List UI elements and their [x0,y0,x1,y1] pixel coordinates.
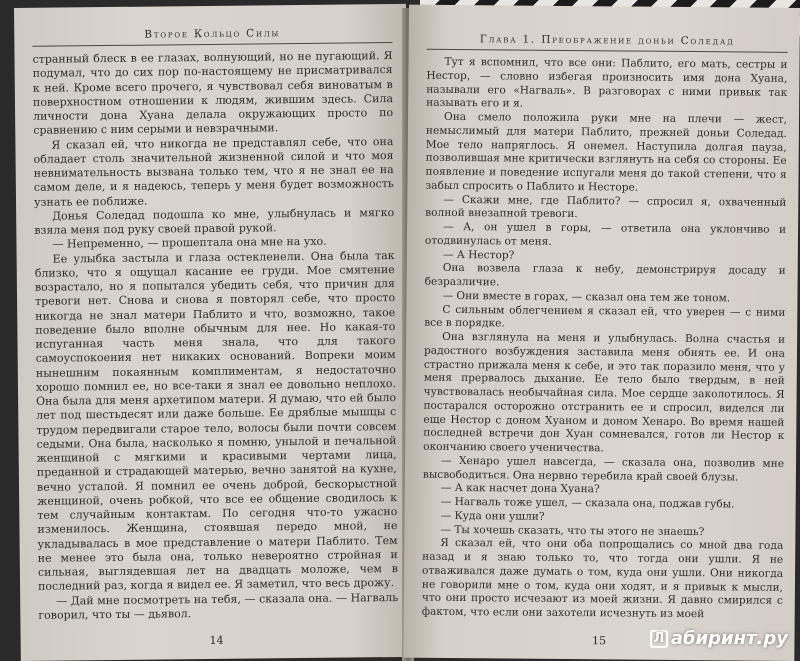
left-running-head: Второе Кольцо Силы [32,26,392,47]
paragraph: — А Нестор? [442,248,515,262]
right-page [403,5,800,661]
paragraph: Она возвела глаза к небу, демонстрируя досаду и безразличие. [424,262,786,289]
paragraph: Я сказал ей, что никогда не представлял себе, что она обладает столь значительной жизненной силой и что моя невнимательность вызвана только тем, что я не знал ее на самом деле, и я надеюсь, теперь у меня будет возможность узнать ее поближе. [33,134,394,209]
paragraph: — А как насчет дона Хуана? [440,482,600,496]
labirint-watermark [650,628,788,649]
labirint-watermark-text: абиринт.ру [670,628,788,649]
paragraph: — Непременно, — прошептала она мне на ухо. [52,234,327,251]
paragraph: Она смело положила руки мне на плечи — жест, немыслимый для матери Паблито, прежней доньи Соледад. Мое тело напряглось. Я онемел. Наступила долгая пауза, позволившая мне критически взглянуть на себя со стороны. Ее появление и поведение испугали меня до такой степени, что я забыл спросить о Паблито и Несторе. [425,110,788,194]
paragraph: — Ты хочешь сказать, что ты этого не знаешь? [440,523,705,538]
book-spread [14,8,800,661]
paragraph: Ее улыбка застыла и глаза остекленели. Она была так близко, что я ощущал касание ее груди. Мое смятение возрастало, но я попытался убедить себя, что причин для тревоги нет. Снова и снова я повторял себе, что просто никогда не знал матери Паблито и что, возможно, такое поведение было вполне обычным для нее. Но какая-то испуганная часть меня знала, что для такого самоуспокоения нет никаких оснований. Вопреки моим нынешним покаянным комплиментам, я недостаточно хорошо помнил ее, но все-таки я знал ее довольно неплохо. Она была для меня архетипом матери. Я думаю, что ей было лет под шестьдесят или даже больше. Ее дряблые мышцы с трудом передвигали старое тело, волосы были почти совсем седыми. Она была, насколько я помню, унылой и печальной женщиной с мягкими и красивыми чертами лица, преданной и страдающей матерью, вечно занятой на кухне, вечно усталой. Я помнил ее очень доброй, бескорыстной женщиной, очень робкой, что все ее общение сводилось к тем случайным контактам. По сегодня что-то ужасно изменилось. Женщина, стоявшая передо мной, не укладывалась в мое представление о матери Паблито. Тем не менее это была она, только невероятно стройная и сильная, выглядевшая лет на двадцать моложе, чем в последний раз, когда я видел ее. Я заметил, что весь дрожу. [34,248,398,594]
left-page-number: 14 [209,633,224,647]
paragraph: Я сказал ей, что они оба попрощались со мной два года назад и я знаю только то, что тогда они ушли. Я не отваживался даже думать о том, куда они ушли. Они никогда не говорили мне о том, куда они ходят, и я привык к мысли, что они просто исчезают из моей жизни. Я давно смирился с фактом, что если они захотели исчезнуть из моей [421,537,784,621]
paragraph: — Хенаро ушел навсегда, — сказала она, позволив мне высвободиться. Она нервно теребила край своей блузы. [422,454,785,483]
right-page-number: 15 [591,634,607,648]
right-page-text [422,56,788,623]
left-page-text [32,49,398,623]
left-page [14,4,413,661]
paragraph: Она взглянула на меня и улыбнулась. Волна счастья и радостного возбуждения заставила меня обнять ее. И она страстно прижала меня к себе, и это так поразило меня, что у меня прервалось дыхание. Ее тело было твердым, в ней чувствовалась необычайная сила. Мое сердце заколотилось. Я постарался осторожно отстранить ее и спросил, виделся ли еще Нестор с доном Хуаном и доном Хенаро. Во время нашей последней встречи дон Хуан сомневался, готов ли Нестор к окончанию своего ученичества. [423,330,786,455]
paragraph: Тут я вспомнил, что все они: Паблито, его мать, сестры и Нестор, — словно избегая произносить имя дона Хуана, называли его «Нагваль». В разговорах с ними привык так называть его и я. [426,55,788,110]
paragraph: — Скажи мне, где Паблито? — спросил я, охваченный волной внезапной тревоги. [425,193,787,221]
paragraph: Донья Соледад подошла ко мне, улыбнулась и мягко взяла меня под руку своей правой рукой. [34,205,395,237]
labirint-logo-icon: Л [650,630,668,648]
paragraph: — Нагваль тоже ушел, — сказала она, поджав губы. [440,495,735,511]
paragraph: С сильным облегчением я сказал ей, что уверен — с ними все в порядке. [424,303,786,330]
paragraph: — Куда они ушли? [440,509,545,523]
paragraph: — Дай мне посмотреть на тебя, — сказала она. — Нагваль говорил, что ты — дьявол. [38,590,399,622]
right-running-head: Глава 1. Преображение доньи Соледад [427,33,788,53]
paragraph: — Они вместе в горах, — сказал она тем же тоном. [442,289,731,305]
paragraph: — А, он ушел в горы, — ответила она уклончиво и отодвинулась от меня. [424,220,787,248]
paragraph: странный блеск в ее глазах, волнующий, но не пугающий. Я подумал, что до сих пор по-настоящему не присматривался к ней. Кроме всего прочего, я чувствовал себя виноватым в поверхностном отношении к людям, жившим здесь. Сила личности дона Хуана делала окружающих просто по сравнению с ним серыми и невзрачными. [32,49,394,138]
